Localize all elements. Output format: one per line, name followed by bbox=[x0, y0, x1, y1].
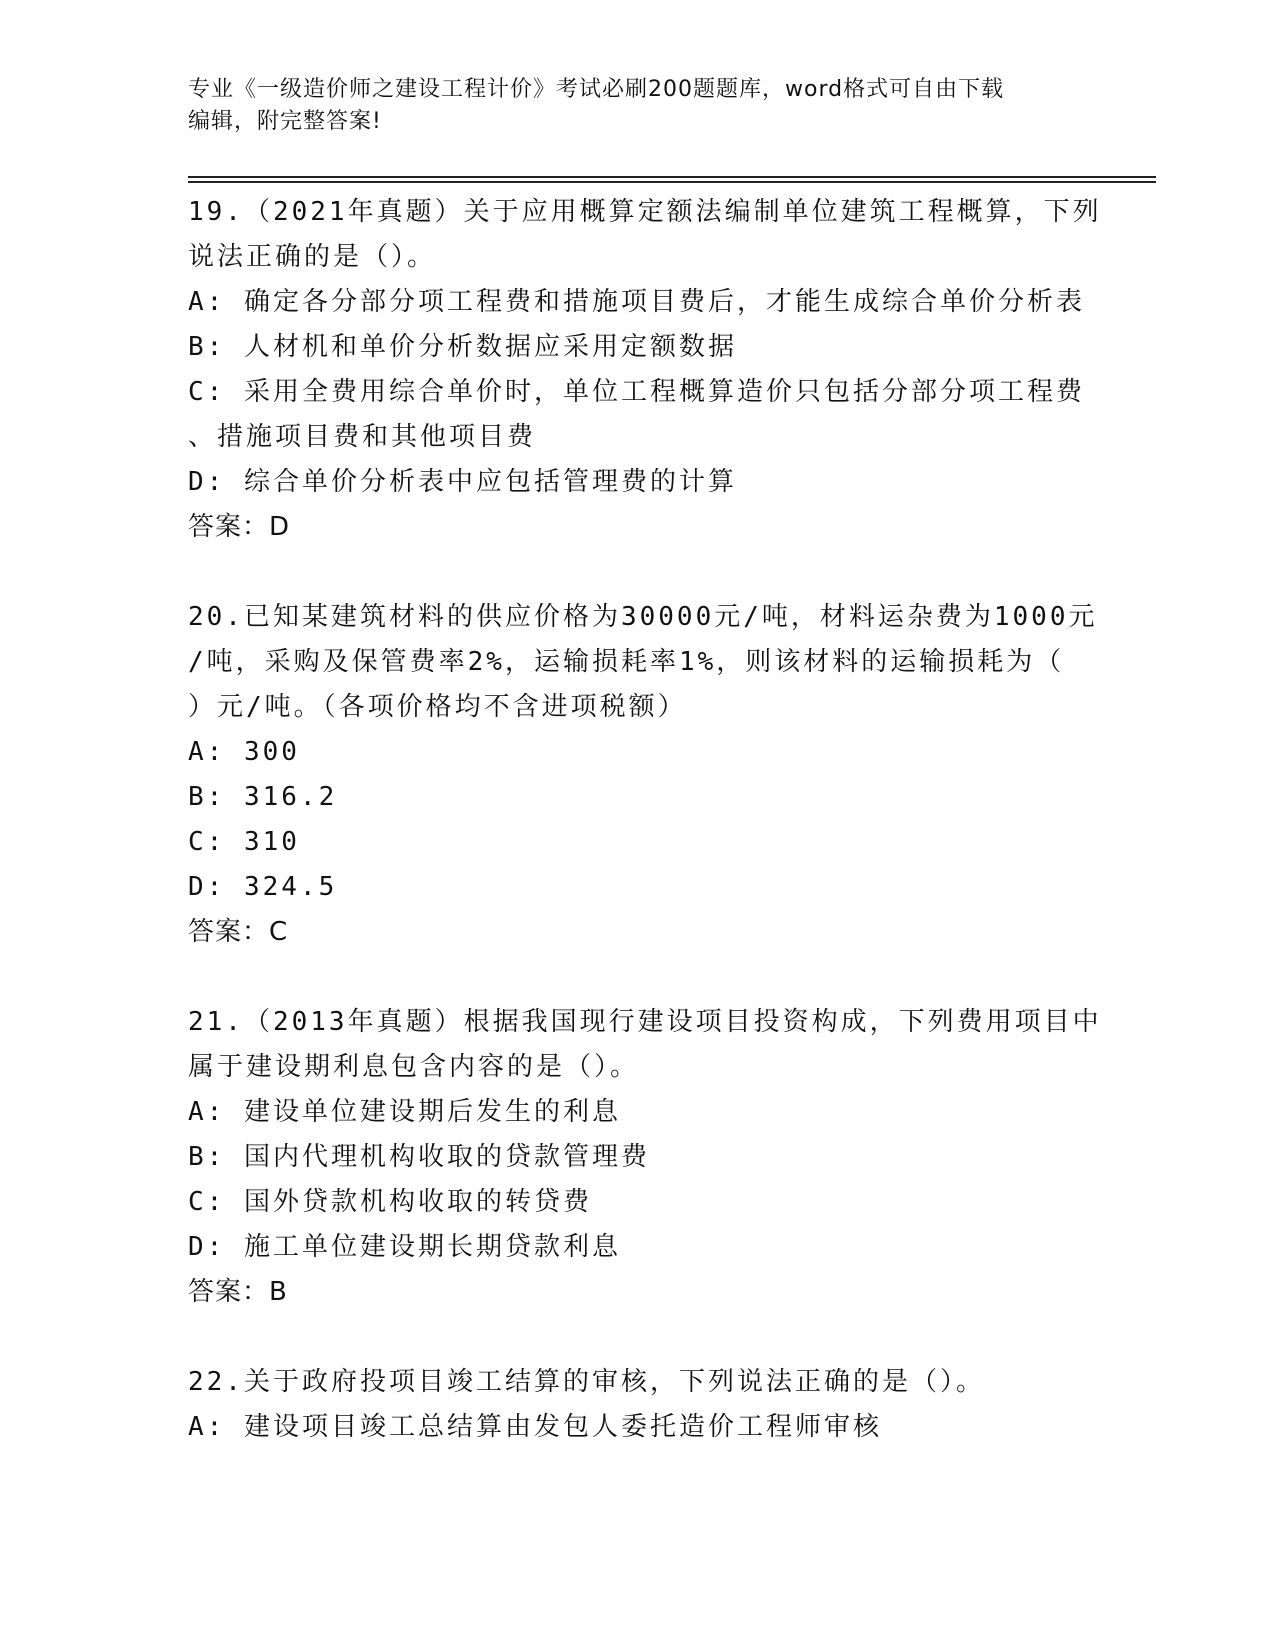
question-text-line: 说法正确的是（）。 bbox=[188, 242, 437, 272]
option-b: B: 316.2 bbox=[188, 782, 338, 812]
option-c: C: 采用全费用综合单价时，单位工程概算造价只包括分部分项工程费 bbox=[188, 377, 1085, 407]
spacer bbox=[188, 955, 1088, 1000]
option-a: A: 建设单位建设期后发生的利息 bbox=[188, 1097, 621, 1127]
question-21 bbox=[188, 1000, 1102, 1315]
answer: 答案：D bbox=[188, 512, 291, 542]
spacer bbox=[188, 550, 1088, 595]
question-22 bbox=[188, 1360, 1088, 1450]
header-line-2: 编辑，附完整答案! bbox=[188, 109, 382, 134]
question-text-line: 20.已知某建筑材料的供应价格为30000元/吨，材料运杂费为1000元 bbox=[188, 602, 1098, 632]
header-line-1: 专业《一级造价师之建设工程计价》考试必刷200题题库，word格式可自由下载 bbox=[188, 77, 1005, 102]
question-20 bbox=[188, 595, 1098, 955]
option-a: A: 建设项目竣工总结算由发包人委托造价工程师审核 bbox=[188, 1412, 882, 1442]
question-text-line: 21.（2013年真题）根据我国现行建设项目投资构成，下列费用项目中 bbox=[188, 1007, 1102, 1037]
question-text-line: 属于建设期利息包含内容的是（）。 bbox=[188, 1052, 640, 1082]
option-d: D: 施工单位建设期长期贷款利息 bbox=[188, 1232, 621, 1262]
header-rule-top bbox=[188, 176, 1156, 178]
option-c-continued: 、措施项目费和其他项目费 bbox=[188, 422, 537, 452]
question-text-line: ）元/吨。（各项价格均不含进项税额） bbox=[188, 692, 687, 722]
question-list bbox=[188, 190, 1102, 1450]
question-text-line: 19.（2021年真题）关于应用概算定额法编制单位建筑工程概算，下列 bbox=[188, 197, 1102, 227]
answer: 答案：C bbox=[188, 917, 289, 947]
question-text-line: 22.关于政府投项目竣工结算的审核，下列说法正确的是（）。 bbox=[188, 1367, 985, 1397]
option-a: A: 确定各分部分项工程费和措施项目费后，才能生成综合单价分析表 bbox=[188, 287, 1085, 317]
option-c: C: 国外贷款机构收取的转贷费 bbox=[188, 1187, 592, 1217]
option-b: B: 人材机和单价分析数据应采用定额数据 bbox=[188, 332, 737, 362]
document-header bbox=[188, 74, 1088, 138]
option-a: A: 300 bbox=[188, 737, 300, 767]
question-text-line: /吨，采购及保管费率2%，运输损耗率1%，则该材料的运输损耗为（ bbox=[188, 647, 1065, 677]
option-c: C: 310 bbox=[188, 827, 300, 857]
option-d: D: 综合单价分析表中应包括管理费的计算 bbox=[188, 467, 737, 497]
option-b: B: 国内代理机构收取的贷款管理费 bbox=[188, 1142, 650, 1172]
option-d: D: 324.5 bbox=[188, 872, 338, 902]
spacer bbox=[188, 1315, 1088, 1360]
header-rule-bottom bbox=[188, 181, 1156, 183]
question-19 bbox=[188, 190, 1102, 550]
answer: 答案：B bbox=[188, 1277, 288, 1307]
